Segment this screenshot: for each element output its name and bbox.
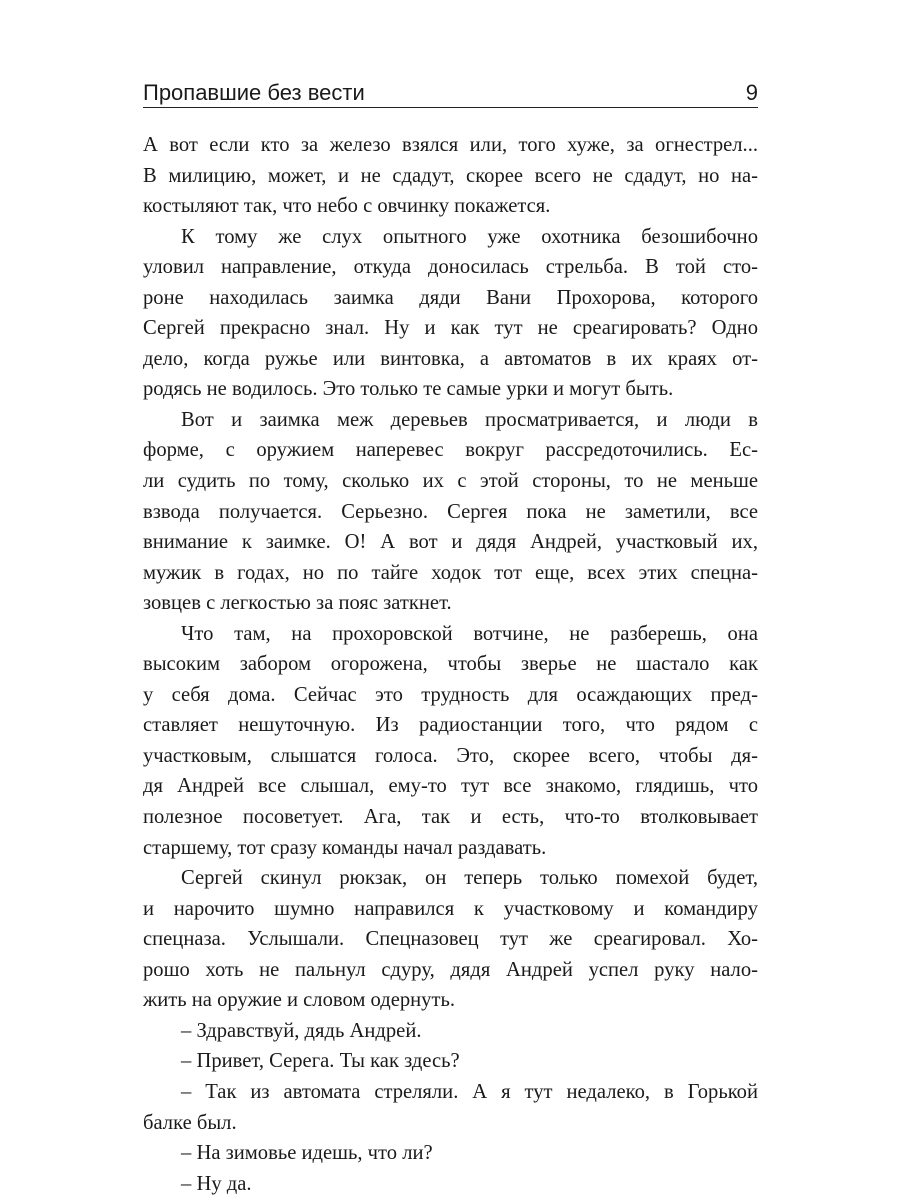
text-line: родясь не водилось. Это только те самые урки и могут быть. bbox=[143, 378, 674, 401]
running-title: Пропавшие без вести bbox=[143, 80, 365, 105]
text-line: ли судить по тому, сколько их с этой стороны, то не меньше bbox=[143, 470, 758, 493]
text-line: – Ну да. bbox=[181, 1172, 252, 1195]
text-line: балке был. bbox=[143, 1111, 237, 1134]
text-line: дело, когда ружье или винтовка, а автоматов в их краях от- bbox=[143, 347, 758, 370]
text-line: Вот и заимка меж деревьев просматривается, и люди в bbox=[181, 408, 758, 431]
text-line: Сергей скинул рюкзак, он теперь только помехой будет, bbox=[181, 867, 758, 890]
text-line: жить на оружие и словом одернуть. bbox=[143, 989, 456, 1012]
text-line: полезное посоветует. Ага, так и есть, что-то втолковывает bbox=[143, 806, 758, 829]
text-line: – Здравствуй, дядь Андрей. bbox=[181, 1019, 422, 1042]
text-line: старшему, тот сразу команды начал раздавать. bbox=[143, 836, 547, 859]
text-line: мужик в годах, но по тайге ходок тот еще, всех этих спецна- bbox=[143, 561, 758, 584]
body-text bbox=[143, 130, 758, 1199]
text-line: спецназа. Услышали. Спецназовец тут же среагировал. Хо- bbox=[143, 928, 758, 951]
text-line: В милицию, может, и не сдадут, скорее всего не сдадут, но на- bbox=[143, 164, 758, 187]
text-line: рошо хоть не пальнул сдуру, дядя Андрей успел руку нало- bbox=[143, 958, 758, 981]
book-page bbox=[143, 0, 758, 1200]
text-line: уловил направление, откуда доносилась стрельба. В той сто- bbox=[143, 256, 758, 279]
page-number: 9 bbox=[745, 80, 758, 105]
text-line: А вот если кто за железо взялся или, того хуже, за огнестрел... bbox=[143, 134, 758, 156]
running-header bbox=[143, 72, 758, 106]
text-line: роне находилась заимка дяди Вани Прохорова, которого bbox=[143, 286, 758, 309]
text-line: взвода получается. Серьезно. Сергея пока не заметили, все bbox=[143, 500, 758, 523]
header-rule bbox=[143, 107, 758, 108]
text-line: у себя дома. Сейчас это трудность для осаждающих пред- bbox=[143, 683, 758, 706]
text-line: Сергей прекрасно знал. Ну и как тут не среагировать? Одно bbox=[143, 317, 758, 340]
text-line: внимание к заимке. О! А вот и дядя Андрей, участковый их, bbox=[143, 531, 758, 554]
text-line: форме, с оружием наперевес вокруг рассредоточились. Ес- bbox=[143, 439, 758, 462]
text-line: зовцев с легкостью за пояс заткнет. bbox=[143, 592, 452, 615]
text-line: костыляют так, что небо с овчинку покажется. bbox=[143, 195, 551, 218]
text-line: – Привет, Серега. Ты как здесь? bbox=[181, 1050, 460, 1073]
text-line: К тому же слух опытного уже охотника безошибочно bbox=[181, 225, 758, 248]
text-line: ставляет нешуточную. Из радиостанции того, что рядом с bbox=[143, 714, 758, 737]
text-line: дя Андрей все слышал, ему-то тут все знакомо, глядишь, что bbox=[143, 775, 758, 798]
text-line: участковым, слышатся голоса. Это, скорее всего, чтобы дя- bbox=[143, 744, 758, 767]
text-line: – Так из автомата стреляли. А я тут недалеко, в Горькой bbox=[181, 1080, 758, 1103]
text-line: Что там, на прохоровской вотчине, не разберешь, она bbox=[181, 622, 758, 645]
text-line: высоким забором огорожена, чтобы зверье не шастало как bbox=[143, 653, 758, 676]
text-line: и нарочито шумно направился к участковому и командиру bbox=[143, 897, 758, 920]
text-line: – На зимовье идешь, что ли? bbox=[181, 1142, 433, 1165]
